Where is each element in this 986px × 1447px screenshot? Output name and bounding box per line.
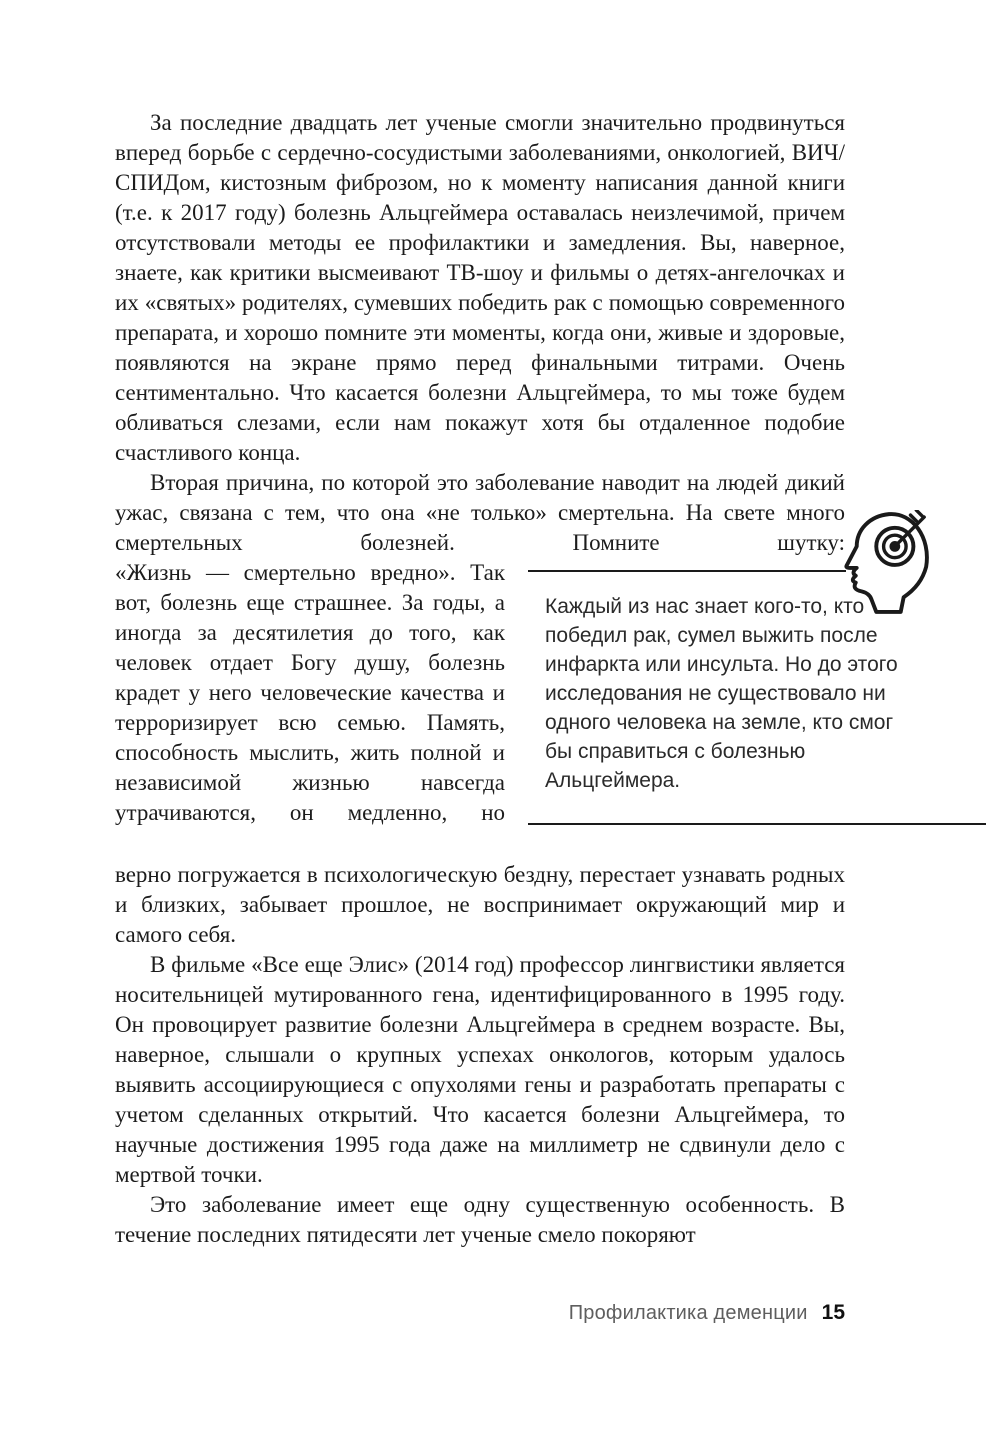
paragraph-2-wrapped-column: «Жизнь — смертельно вредно». Так вот, болезнь еще страшнее. За годы, а иногда за десятилетия до того, как человек отдает Богу душу, болезнь крадет у него человеческие качества и терроризирует всю семью. Память, способность мыслить, жить полной и независимой жизнью навсегда утрачиваются, он медленно, но xyxy=(115,560,505,825)
callout-box xyxy=(528,558,986,860)
page-footer xyxy=(569,1301,845,1325)
page-number: 15 xyxy=(821,1301,845,1324)
paragraph-2-end: верно погружается в психологическую бездну, перестает узнавать родных и близких, забывает прошлое, не воспринимает окружающий мир и самого себя. xyxy=(115,862,845,947)
paragraph-2-intro: Вторая причина, по которой это заболевание наводит на людей дикий ужас, связана с тем, что она «не только» смертельна. На свете много смертельных болезней. Помните шутку: xyxy=(115,470,845,555)
paragraph-1: За последние двадцать лет ученые смогли значительно продвинуться вперед борьбе с сердечно-сосудистыми заболеваниями, онкологией, ВИЧ/СПИДом, кистозным фиброзом, но к моменту написания данной книги (т.е. к 2017 году) болезнь Альцгеймера оставалась неизлечимой, причем отсутствовали методы ее профилактики и замедления. Вы, наверное, знаете, как критики высмеивают ТВ-шоу и фильмы о детях-ангелочках и их «святых» родителях, сумевших победить рак с помощью современного препарата, и хорошо помните эти моменты, когда они, живые и здоровые, появляются на экране прямо перед финальными титрами. Очень сентиментально. Что касается болезни Альцгеймера, то мы тоже будем обливаться слезами, если нам покажут хотя бы отдаленное подобие счастливого конца. xyxy=(115,110,845,465)
paragraph-4: Это заболевание имеет еще одну существенную особенность. В течение последних пятидесяти лет ученые смело покоряют xyxy=(115,1192,845,1247)
callout-bottom-rule xyxy=(528,823,986,825)
callout-top-rule xyxy=(528,570,846,572)
text-wrap-row xyxy=(115,558,898,860)
running-title: Профилактика деменции xyxy=(568,1302,808,1324)
text-block xyxy=(115,108,898,1250)
paragraph-3: В фильме «Все еще Элис» (2014 год) профессор лингвистики является носительницей мутированного гена, идентифицированного в 1995 году. Он провоцирует развитие болезни Альцгеймера в среднем возрасте. Вы, наверное, слышали о крупных успехах онкологов, которым удалось выявить ассоциирующиеся с опухолями гены и разработать препараты с учетом сделанных открытий. Что касается болезни Альцгеймера, то научные достижения 1995 года даже на миллиметр не сдвинули дело с мертвой точки. xyxy=(115,952,845,1187)
callout-quote: Каждый из нас знает кого-то, кто победил рак, сумел выжить после инфаркта или инсульта. Но до этого исследования не существовало ни одного человека на земле, кто смог бы справиться с болезнью Альцгеймера. xyxy=(545,595,898,792)
head-target-dart-icon xyxy=(844,510,932,618)
